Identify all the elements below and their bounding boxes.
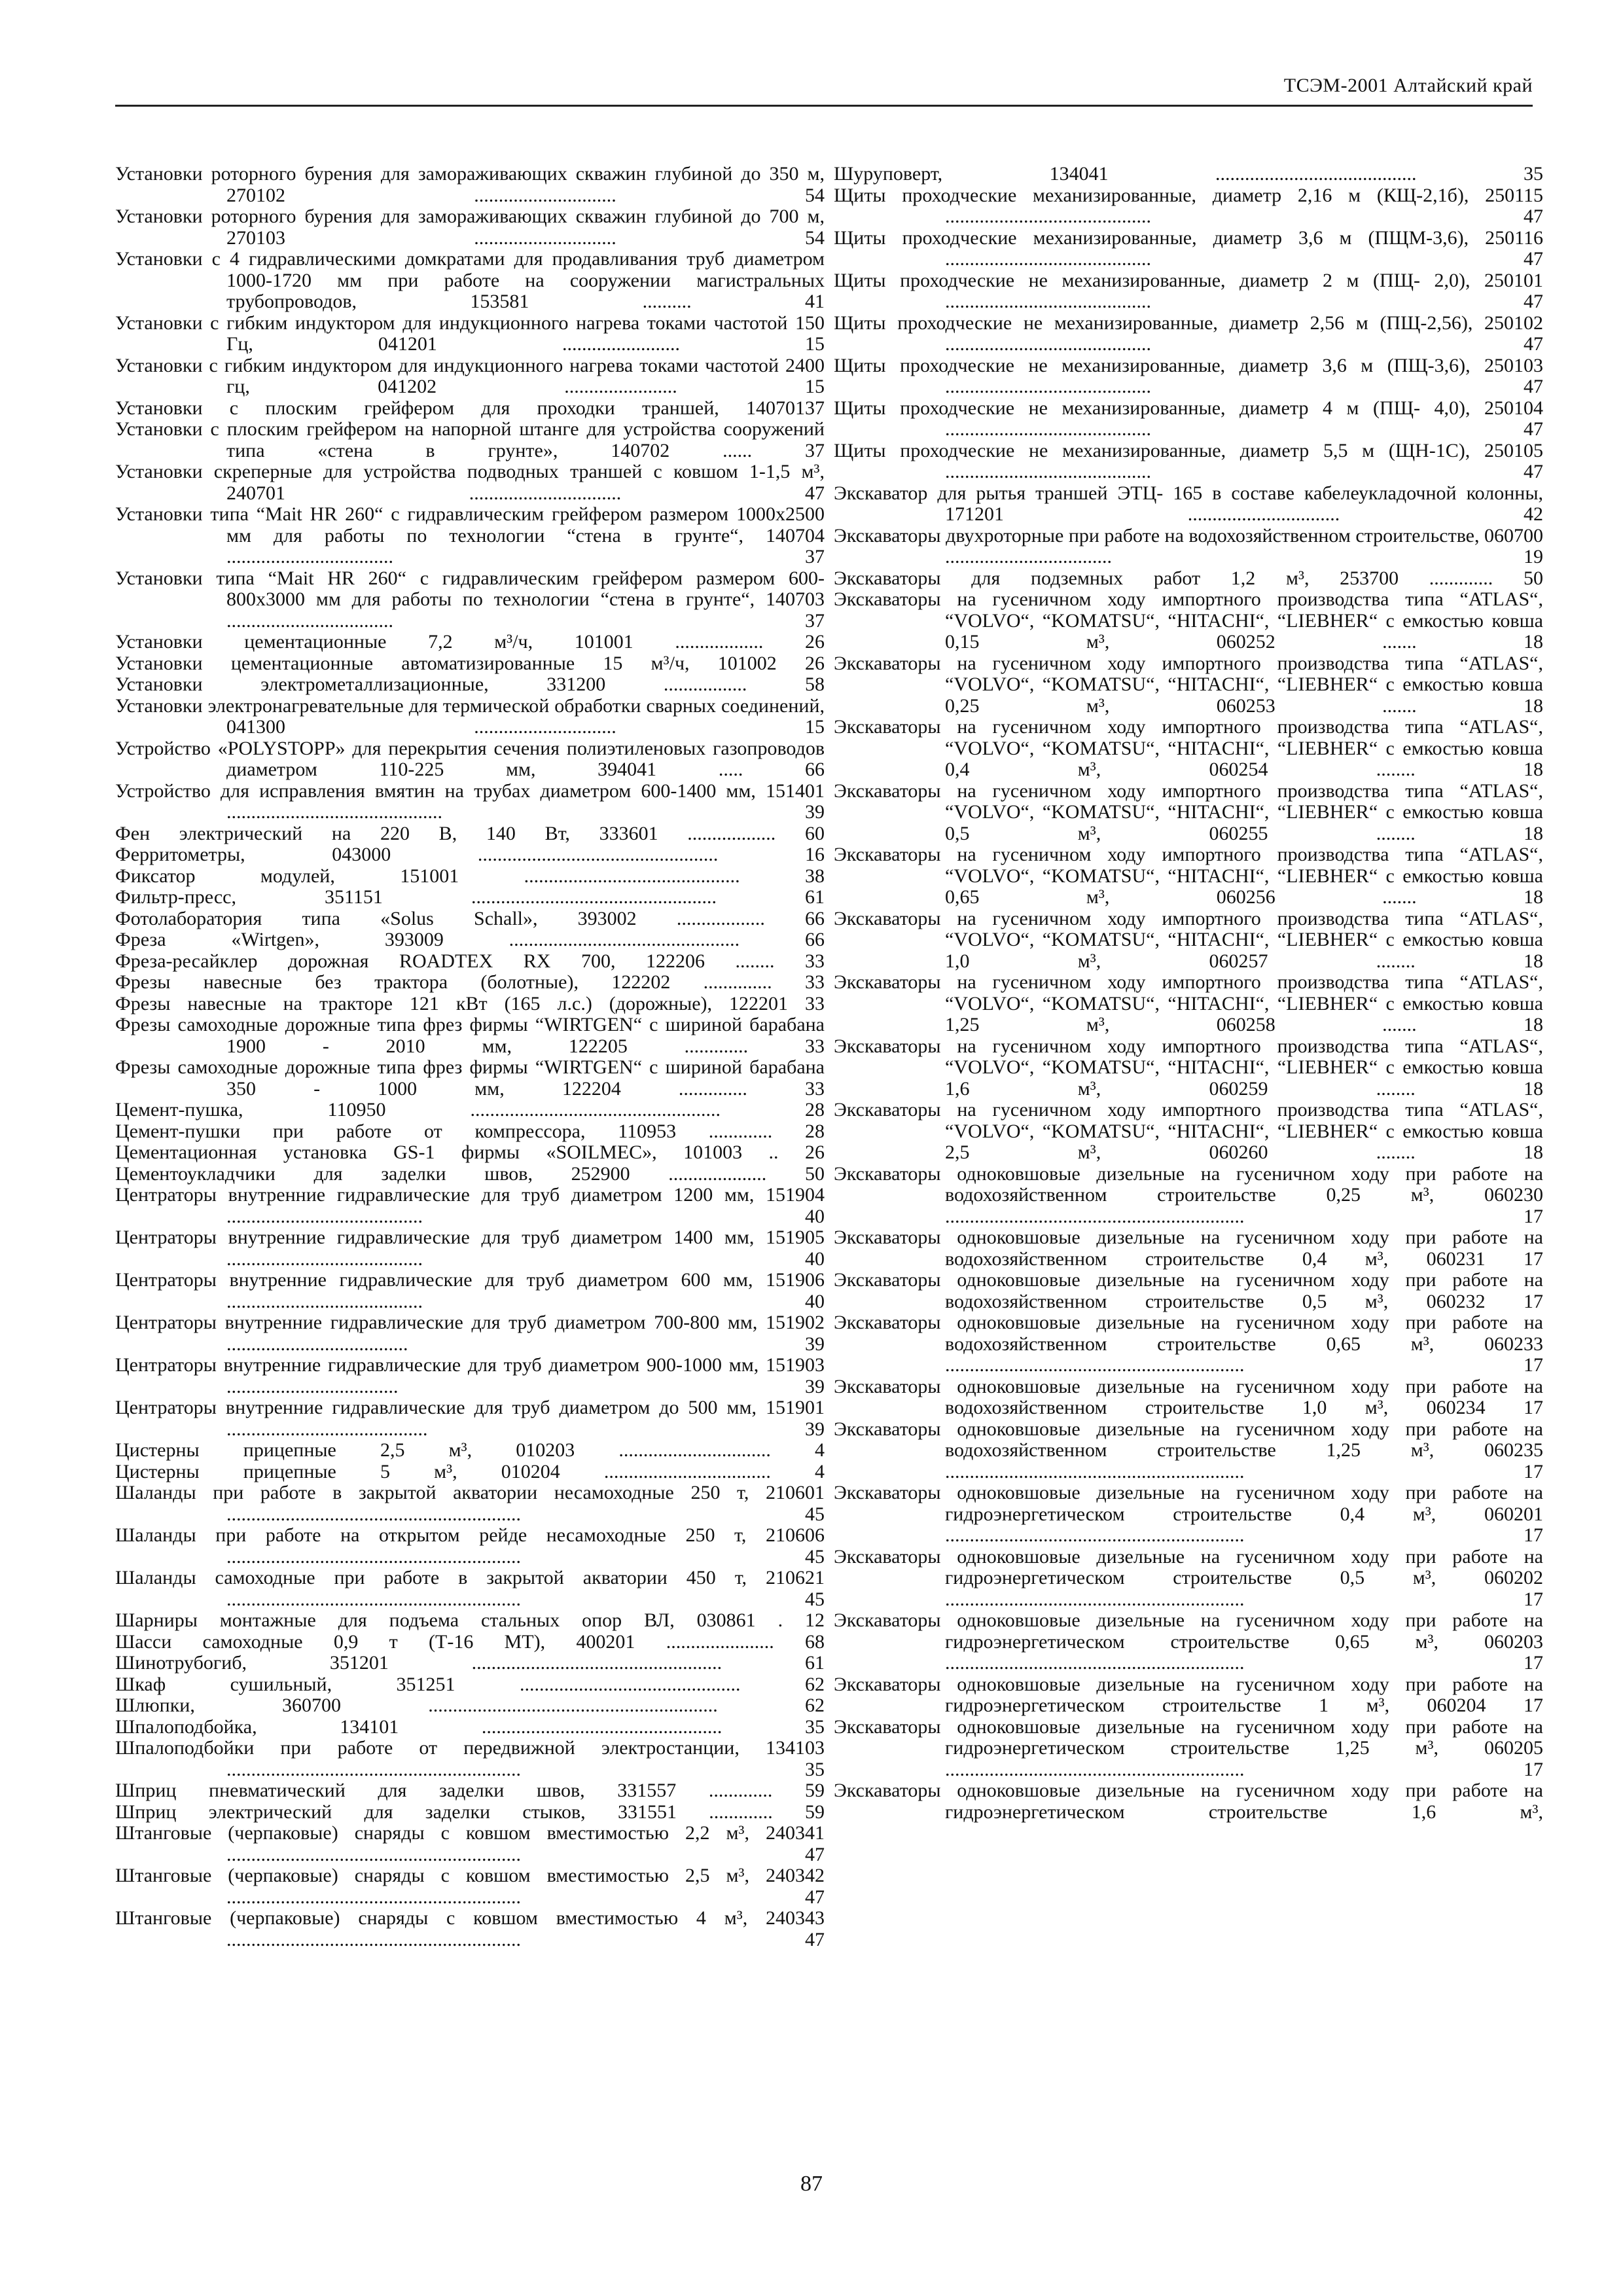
index-entry: Экскаваторы на гусеничном ходу импортного производства типа “ATLAS“, “VOLVO“, “KOMATSU“, “HITACHI“, “LIEBHER“ с емкостью ковша 1,25 м³, 060258 ....... 18 — [834, 971, 1543, 1035]
index-entry: Установки с гибким индуктором для индукционного нагрева токами частотой 150 Гц, 041201 ........................ 15 — [115, 312, 825, 355]
document-title: ТСЭМ-2001 Алтайский край — [1283, 75, 1533, 96]
index-entry: Экскаваторы одноковшовые дизельные на гусеничном ходу при работе на водохозяйственном строительстве 0,4 м³, 060231 17 — [834, 1227, 1543, 1270]
index-entry: Фен электрический на 220 В, 140 Вт, 333601 .................. 60 — [115, 822, 825, 844]
index-entry: Шлюпки, 360700 ........................................................... 62 — [115, 1695, 825, 1716]
index-column-right — [834, 164, 1543, 1823]
index-entry: Устройство «POLYSTOPP» для перекрытия сечения полиэтиленовых газопроводов диаметром 110-225 мм, 394041 ..... 66 — [115, 737, 825, 780]
index-entry: Щиты проходческие не механизированные, диаметр 4 м (ПЩ- 4,0), 250104 .......................................... 47 — [834, 397, 1543, 440]
index-entry: Центраторы внутренние гидравлические для труб диаметром 1400 мм, 151905 ........................................ 40 — [115, 1227, 825, 1270]
index-entry: Шарниры монтажные для подъема стальных опор ВЛ, 030861 . 12 — [115, 1609, 825, 1631]
index-entry: Экскаваторы на гусеничном ходу импортного производства типа “ATLAS“, “VOLVO“, “KOMATSU“, “HITACHI“, “LIEBHER“ с емкостью ковша 0,15 м³, 060252 ....... 18 — [834, 588, 1543, 653]
index-entry: Установки роторного бурения для замораживающих скважин глубиной до 700 м, 270103 ............................. 54 — [115, 206, 825, 249]
index-entry: Экскаватор для рытья траншей ЭТЦ- 165 в составе кабелеукладочной колонны, 171201 ............................... 42 — [834, 482, 1543, 525]
index-entry: Фрезы самоходные дорожные типа фрез фирмы “WIRTGEN“ с шириной барабана 1900 - 2010 мм, 122205 ............. 33 — [115, 1014, 825, 1057]
index-entry: Экскаваторы на гусеничном ходу импортного производства типа “ATLAS“, “VOLVO“, “KOMATSU“, “HITACHI“, “LIEBHER“ с емкостью ковша 1,6 м³, 060259 ........ 18 — [834, 1035, 1543, 1100]
index-entry: Фрезы навесные на тракторе 121 кВт (165 л.с.) (дорожные), 122201 33 — [115, 992, 825, 1014]
index-entry: Цистерны прицепные 5 м³, 010204 .................................. 4 — [115, 1460, 825, 1482]
index-entry: Фотолаборатория типа «Solus Schall», 393002 .................. 66 — [115, 907, 825, 929]
index-entry: Экскаваторы на гусеничном ходу импортного производства типа “ATLAS“, “VOLVO“, “KOMATSU“, “HITACHI“, “LIEBHER“ с емкостью ковша 0,65 м³, 060256 ....... 18 — [834, 844, 1543, 908]
index-entry: Установки с 4 гидравлическими домкратами для продавливания труб диаметром 1000-1720 мм при работе на сооружении магистральных трубопроводов, 153581 .......... 41 — [115, 248, 825, 312]
index-entry: Установки с плоским грейфером для проходки траншей, 14070137 — [115, 397, 825, 419]
index-entry: Экскаваторы одноковшовые дизельные на гусеничном ходу при работе на гидроэнергетическом строительстве 1,25 м³, 060205 ............................................................. 17 — [834, 1715, 1543, 1780]
index-entry: Шаланды при работе на открытом рейде несамоходные 250 т, 210606 ............................................................ 45 — [115, 1524, 825, 1568]
index-entry: Цемент-пушка, 110950 ................................................... 28 — [115, 1099, 825, 1121]
index-entry: Установки цементационные автоматизированные 15 м³/ч, 101002 26 — [115, 652, 825, 674]
index-entry: Экскаваторы на гусеничном ходу импортного производства типа “ATLAS“, “VOLVO“, “KOMATSU“, “HITACHI“, “LIEBHER“ с емкостью ковша 0,4 м³, 060254 ........ 18 — [834, 716, 1543, 780]
index-entry: Щиты проходческие не механизированные, диаметр 3,6 м (ПЩ-3,6), 250103 .......................................... 47 — [834, 354, 1543, 397]
index-entry: Фреза-ресайклер дорожная ROADTEX RX 700, 122206 ........ 33 — [115, 950, 825, 972]
index-entry: Щиты проходческие механизированные, диаметр 2,16 м (КЩ-2,1б), 250115 .......................................... 47 — [834, 184, 1543, 227]
index-entry: Фиксатор модулей, 151001 ............................................ 38 — [115, 865, 825, 887]
index-entry: Экскаваторы одноковшовые дизельные на гусеничном ходу при работе на водохозяйственном строительстве 0,25 м³, 060230 ............................................................. 17 — [834, 1162, 1543, 1227]
page-header — [115, 72, 1533, 107]
index-entry: Шинотрубогиб, 351201 ................................................... 61 — [115, 1652, 825, 1674]
index-entry: Экскаваторы одноковшовые дизельные на гусеничном ходу при работе на гидроэнергетическом строительстве 0,5 м³, 060202 ............................................................. 17 — [834, 1545, 1543, 1610]
index-entry: Фреза «Wirtgen», 393009 ............................................... 66 — [115, 929, 825, 950]
index-entry: Установки электронагревательные для термической обработки сварных соединений, 041300 ............................. 15 — [115, 694, 825, 738]
index-entry: Шуруповерт, 134041 ......................................... 35 — [834, 163, 1543, 185]
index-entry: Установки типа “Mait HR 260“ с гидравлическим грейфером размером 1000х2500 мм для работы по технологии “стена в грунте“, 140704 .................................. 37 — [115, 503, 825, 567]
index-entry: Центраторы внутренние гидравлические для труб диаметром до 500 мм, 151901 ......................................... 39 — [115, 1397, 825, 1440]
index-entry: Экскаваторы одноковшовые дизельные на гусеничном ходу при работе на гидроэнергетическом строительстве 0,65 м³, 060203 ............................................................. 17 — [834, 1609, 1543, 1674]
index-entry: Установки роторного бурения для замораживающих скважин глубиной до 350 м, 270102 ............................. 54 — [115, 163, 825, 206]
index-entry: Ферритометры, 043000 ................................................. 16 — [115, 844, 825, 865]
index-entry: Штанговые (черпаковые) снаряды с ковшом вместимостью 4 м³, 240343 ............................................................ 47 — [115, 1907, 825, 1950]
index-entry: Экскаваторы одноковшовые дизельные на гусеничном ходу при работе на водохозяйственном строительстве 1,25 м³, 060235 ............................................................. 17 — [834, 1418, 1543, 1482]
index-entry: Установки типа “Mait HR 260“ с гидравлическим грейфером размером 600-800х3000 мм для работы по технологии “стена в грунте“, 140703 .................................. 37 — [115, 567, 825, 632]
index-entry: Установки электрометаллизационные, 331200 ................. 58 — [115, 673, 825, 695]
index-entry: Экскаваторы одноковшовые дизельные на гусеничном ходу при работе на водохозяйственном строительстве 0,65 м³, 060233 ............................................................. 17 — [834, 1312, 1543, 1376]
index-entry: Цементационная установка GS-1 фирмы «SOILMEC», 101003 .. 26 — [115, 1141, 825, 1163]
index-entry: Центраторы внутренние гидравлические для труб диаметром 1200 мм, 151904 ........................................ 40 — [115, 1184, 825, 1227]
index-entry: Шприц электрический для заделки стыков, 331551 ............. 59 — [115, 1801, 825, 1823]
index-entry: Щиты проходческие не механизированные, диаметр 5,5 м (ЩН-1С), 250105 .......................................... 47 — [834, 439, 1543, 482]
index-entry: Щиты проходческие механизированные, диаметр 3,6 м (ПЩМ-3,6), 250116 .......................................... 47 — [834, 226, 1543, 270]
index-entry: Установки с плоским грейфером на напорной штанге для устройства сооружений типа «стена в грунте», 140702 ...... 37 — [115, 418, 825, 461]
index-column-left — [115, 164, 825, 1950]
index-entry: Шпалоподбойка, 134101 ................................................. 35 — [115, 1715, 825, 1738]
index-entry: Установки цементационные 7,2 м³/ч, 101001 .................. 26 — [115, 631, 825, 653]
index-entry: Цементоукладчики для заделки швов, 252900 .................... 50 — [115, 1162, 825, 1185]
index-entry: Шаланды самоходные при работе в закрытой акватории 450 т, 210621 ............................................................ 45 — [115, 1567, 825, 1610]
page-number: 87 — [800, 2172, 823, 2196]
index-entry: Экскаваторы на гусеничном ходу импортного производства типа “ATLAS“, “VOLVO“, “KOMATSU“, “HITACHI“, “LIEBHER“ с емкостью ковша 0,5 м³, 060255 ........ 18 — [834, 780, 1543, 844]
index-entry: Установки с гибким индуктором для индукционного нагрева токами частотой 2400 гц, 041202 ....................... 15 — [115, 354, 825, 397]
index-entry: Шаланды при работе в закрытой акватории несамоходные 250 т, 210601 ............................................................ 45 — [115, 1482, 825, 1525]
index-entry: Штанговые (черпаковые) снаряды с ковшом вместимостью 2,5 м³, 240342 ............................................................ 47 — [115, 1865, 825, 1908]
index-entry: Устройство для исправления вмятин на трубах диаметром 600-1400 мм, 151401 ............................................ 39 — [115, 780, 825, 823]
index-entry: Экскаваторы на гусеничном ходу импортного производства типа “ATLAS“, “VOLVO“, “KOMATSU“, “HITACHI“, “LIEBHER“ с емкостью ковша 2,5 м³, 060260 ........ 18 — [834, 1099, 1543, 1163]
index-entry: Центраторы внутренние гидравлические для труб диаметром 900-1000 мм, 151903 ................................... 39 — [115, 1354, 825, 1397]
index-entry: Цистерны прицепные 2,5 м³, 010203 ............................... 4 — [115, 1439, 825, 1461]
index-entry: Цемент-пушки при работе от компрессора, 110953 ............. 28 — [115, 1120, 825, 1142]
index-entry: Экскаваторы на гусеничном ходу импортного производства типа “ATLAS“, “VOLVO“, “KOMATSU“, “HITACHI“, “LIEBHER“ с емкостью ковша 0,25 м³, 060253 ....... 18 — [834, 652, 1543, 717]
index-entry: Шприц пневматический для заделки швов, 331557 ............. 59 — [115, 1780, 825, 1801]
index-entry: Экскаваторы для подземных работ 1,2 м³, 253700 ............. 50 — [834, 567, 1543, 589]
index-entry: Центраторы внутренние гидравлические для труб диаметром 700-800 мм, 151902 ..................................... 39 — [115, 1312, 825, 1355]
index-entry: Экскаваторы одноковшовые дизельные на гусеничном ходу при работе на гидроэнергетическом строительстве 1 м³, 060204 17 — [834, 1673, 1543, 1716]
index-entry: Экскаваторы одноковшовые дизельные на гусеничном ходу при работе на гидроэнергетическом строительстве 1,6 м³, — [834, 1780, 1543, 1823]
index-entry: Экскаваторы двухроторные при работе на водохозяйственном строительстве, 060700 .................................. 19 — [834, 524, 1543, 567]
index-entry: Щиты проходческие не механизированные, диаметр 2,56 м (ПЩ-2,56), 250102 .......................................... 47 — [834, 312, 1543, 355]
index-entry: Штанговые (черпаковые) снаряды с ковшом вместимостью 2,2 м³, 240341 ............................................................ 47 — [115, 1822, 825, 1865]
index-entry: Экскаваторы одноковшовые дизельные на гусеничном ходу при работе на гидроэнергетическом строительстве 0,4 м³, 060201 ............................................................. 17 — [834, 1482, 1543, 1546]
index-entry: Шасси самоходные 0,9 т (Т-16 МТ), 400201 ...................... 68 — [115, 1630, 825, 1653]
index-entry: Щиты проходческие не механизированные, диаметр 2 м (ПЩ- 2,0), 250101 .......................................... 47 — [834, 269, 1543, 312]
index-entry: Шпалоподбойки при работе от передвижной электростанции, 134103 ............................................................ 35 — [115, 1737, 825, 1780]
index-entry: Фрезы навесные без трактора (болотные), 122202 .............. 33 — [115, 971, 825, 993]
index-entry: Экскаваторы одноковшовые дизельные на гусеничном ходу при работе на водохозяйственном строительстве 1,0 м³, 060234 17 — [834, 1375, 1543, 1418]
index-entry: Установки скреперные для устройства подводных траншей с ковшом 1-1,5 м³, 240701 ............................... 47 — [115, 461, 825, 504]
index-entry: Экскаваторы на гусеничном ходу импортного производства типа “ATLAS“, “VOLVO“, “KOMATSU“, “HITACHI“, “LIEBHER“ с емкостью ковша 1,0 м³, 060257 ........ 18 — [834, 907, 1543, 972]
index-entry: Фрезы самоходные дорожные типа фрез фирмы “WIRTGEN“ с шириной барабана 350 - 1000 мм, 122204 .............. 33 — [115, 1056, 825, 1100]
index-entry: Фильтр-пресс, 351151 .................................................. 61 — [115, 886, 825, 908]
index-entry: Шкаф сушильный, 351251 ............................................. 62 — [115, 1673, 825, 1695]
index-entry: Центраторы внутренние гидравлические для труб диаметром 600 мм, 151906 ........................................ 40 — [115, 1269, 825, 1312]
index-entry: Экскаваторы одноковшовые дизельные на гусеничном ходу при работе на водохозяйственном строительстве 0,5 м³, 060232 17 — [834, 1269, 1543, 1312]
